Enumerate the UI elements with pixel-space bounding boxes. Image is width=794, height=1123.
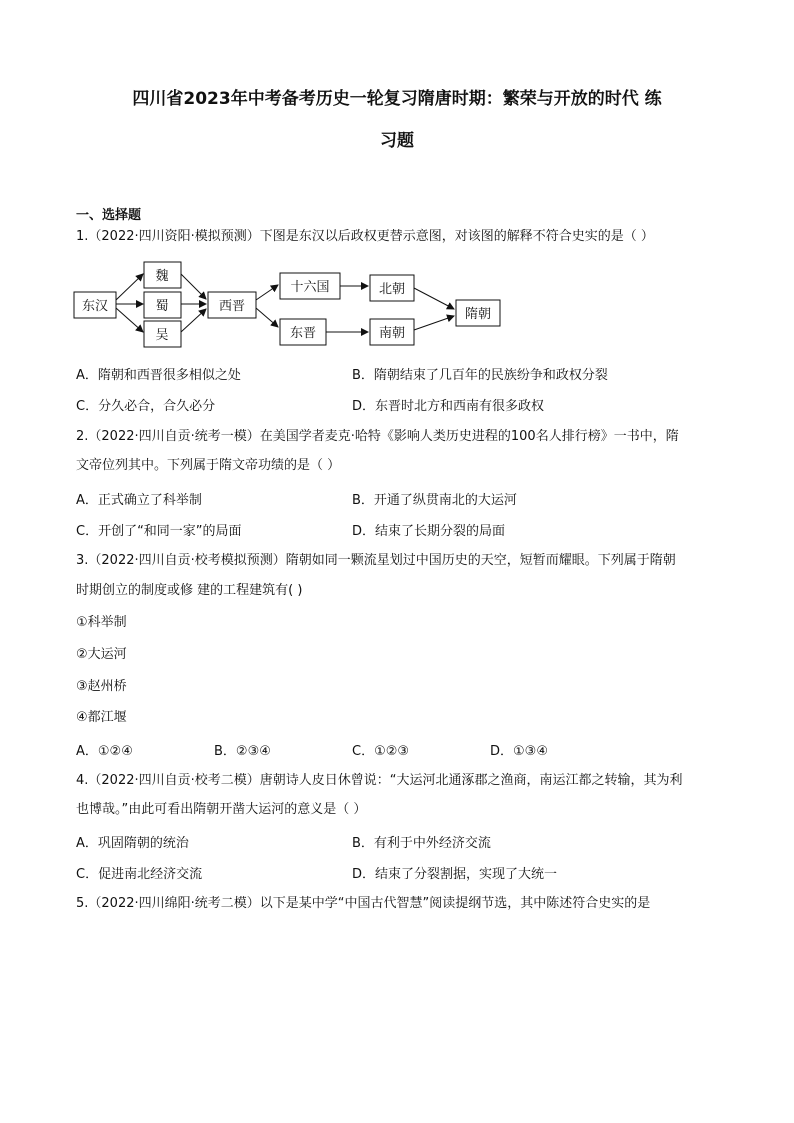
title-line-1: 四川省2023年中考备考历史一轮复习隋唐时期：繁荣与开放的时代 练 xyxy=(132,89,662,109)
q1-option-c: C．分久必合，合久必分 xyxy=(76,399,216,414)
q4-option-c: C．促进南北经济交流 xyxy=(76,867,203,882)
question-5-stem: 5.（2022·四川绵阳·统考二模）以下是某中学“中国古代智慧”阅读提纲节选，其中陈述符合史实的是 xyxy=(76,896,651,911)
q3-item-1: ①科举制 xyxy=(76,615,127,630)
question-4-stem-line-2: 也博哉。”由此可看出隋朝开凿大运河的意义是（ ） xyxy=(76,802,367,817)
node-bei-chao: 北朝 xyxy=(378,282,406,297)
node-shiliuguo: 十六国 xyxy=(290,280,330,295)
q3-item-3: ③赵州桥 xyxy=(76,679,127,694)
question-1-stem: 1.（2022·四川资阳·模拟预测）下图是东汉以后政权更替示意图，对该图的解释不符合史实的是（ ） xyxy=(76,229,654,244)
q1-option-b: B．隋朝结束了几百年的民族纷争和政权分裂 xyxy=(352,368,608,383)
question-2-stem-line-2: 文帝位列其中。下列属于隋文帝功绩的是（ ） xyxy=(76,458,341,473)
q4-option-a: A．巩固隋朝的统治 xyxy=(76,836,189,851)
q3-item-4: ④都江堰 xyxy=(76,710,127,725)
q3-option-d: D．①③④ xyxy=(490,744,548,759)
node-nan-chao: 南朝 xyxy=(378,326,406,341)
q4-option-d: D．结束了分裂割据，实现了大统一 xyxy=(352,867,558,882)
node-shu: 蜀 xyxy=(155,299,169,314)
q2-option-d: D．结束了长期分裂的局面 xyxy=(352,524,506,539)
q3-option-a: A．①②④ xyxy=(76,744,133,759)
question-3-stem-line-2: 时期创立的制度或修 建的工程建筑有( ) xyxy=(76,583,303,598)
q1-option-a: A．隋朝和西晋很多相似之处 xyxy=(76,368,241,383)
q1-option-d: D．东晋时北方和西南有很多政权 xyxy=(352,399,545,414)
q2-option-a: A．正式确立了科举制 xyxy=(76,493,202,508)
title-line-2: 习题 xyxy=(380,131,414,151)
node-xi-jin: 西晋 xyxy=(218,299,246,314)
node-sui-chao: 隋朝 xyxy=(464,307,492,322)
node-dong-han: 东汉 xyxy=(81,299,109,314)
question-3-stem-line-1: 3.（2022·四川自贡·校考模拟预测）隋朝如同一颗流星划过中国历史的天空，短暂而耀眼。下列属于隋朝 xyxy=(76,553,676,568)
page-title xyxy=(70,78,724,162)
node-wu: 吴 xyxy=(155,328,169,343)
node-wei: 魏 xyxy=(155,269,169,284)
question-2-stem-line-1: 2.（2022·四川自贡·统考一模）在美国学者麦克·哈特《影响人类历史进程的100名人排行榜》一书中，隋 xyxy=(76,429,679,444)
q3-option-c: C．①②③ xyxy=(352,744,410,759)
q3-option-b: B．②③④ xyxy=(214,744,271,759)
q3-item-2: ②大运河 xyxy=(76,647,127,662)
node-dong-jin: 东晋 xyxy=(289,326,317,341)
regime-succession-diagram xyxy=(70,254,510,354)
section-heading: 一、选择题 xyxy=(76,208,142,223)
q4-option-b: B．有利于中外经济交流 xyxy=(352,836,491,851)
q2-option-c: C．开创了“和同一家”的局面 xyxy=(76,524,242,539)
q2-option-b: B．开通了纵贯南北的大运河 xyxy=(352,493,517,508)
question-4-stem-line-1: 4.（2022·四川自贡·校考二模）唐朝诗人皮日休曾说：“大运河北通涿郡之渔商，南运江都之转输，其为利 xyxy=(76,773,683,788)
